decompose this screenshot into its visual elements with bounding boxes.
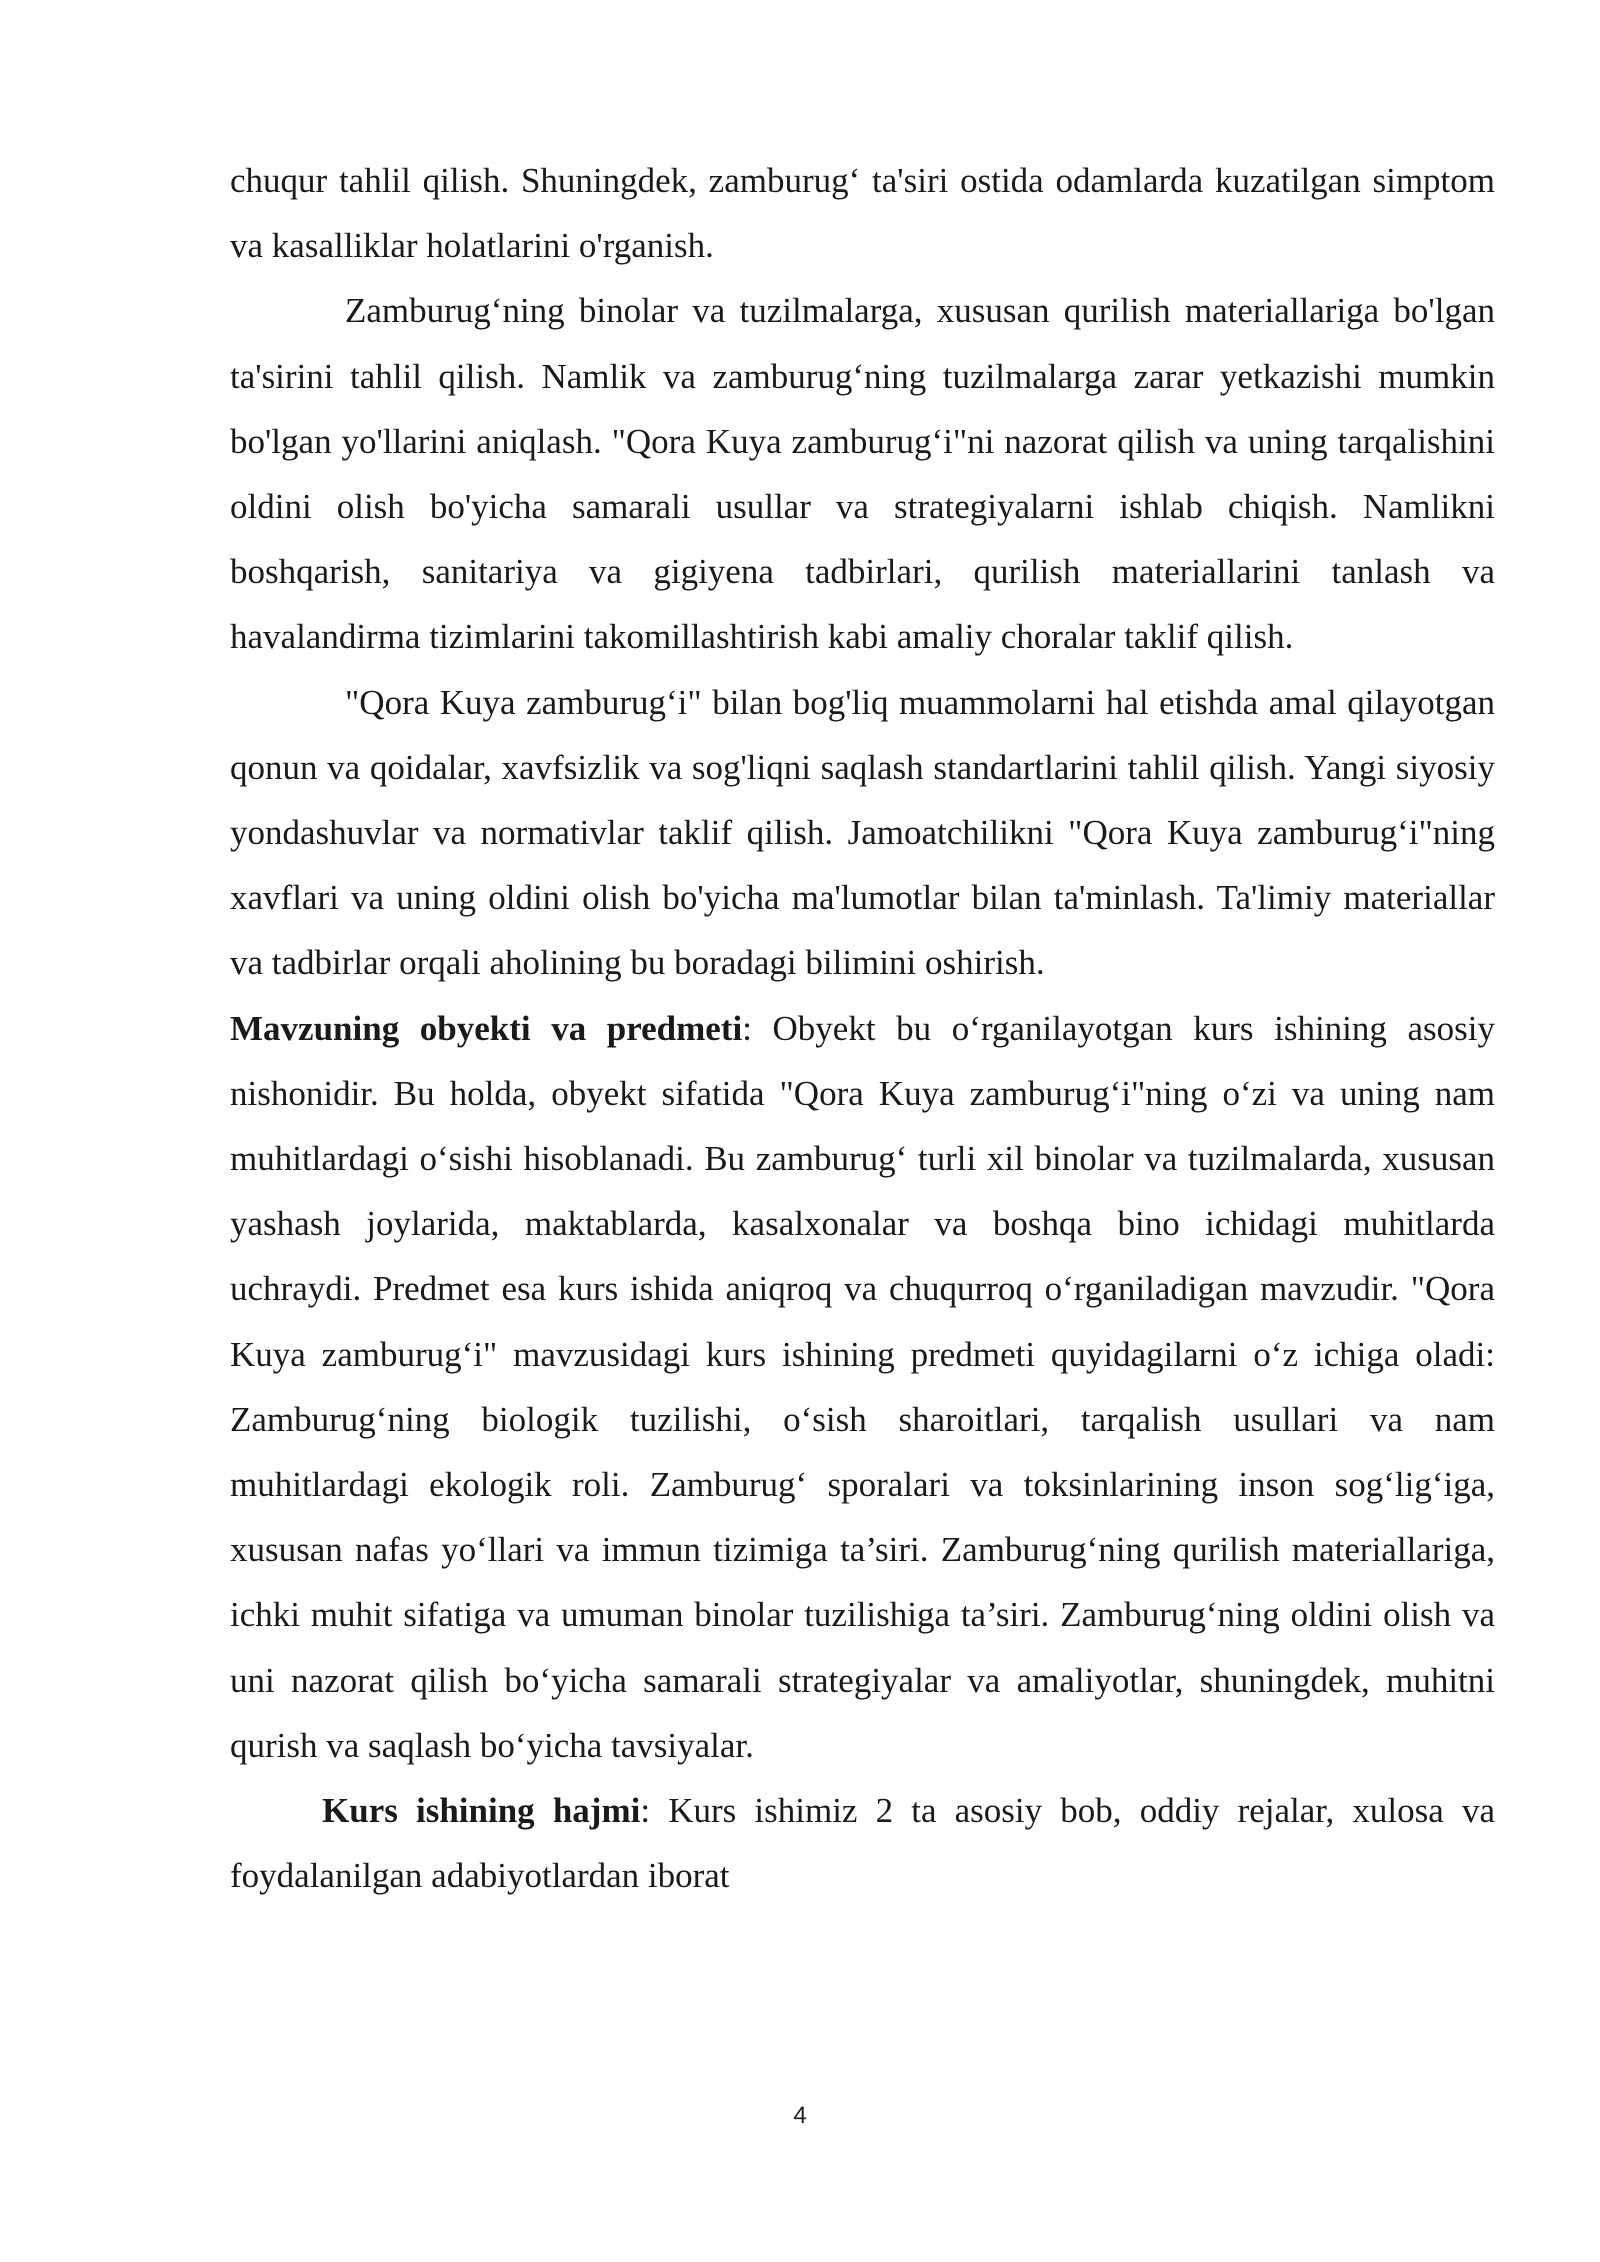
paragraph-object-subject <box>230 996 1495 1778</box>
object-subject-text: : Obyekt bu o‘rganilayotgan kurs ishining asosiy nishonidir. Bu holda, obyekt sifatida "Qora Kuya zamburug‘i"ning o‘zi va uning nam muhitlardagi o‘sishi hisoblanadi. Bu zamburug‘ turli xil binolar va tuzilmalarda, xususan yashash joylarida, maktablarda, kasalxonalar va boshqa bino ichidagi muhitlarda uchraydi. Predmet esa kurs ishida aniqroq va chuqurroq o‘rganiladigan mavzudir. "Qora Kuya zamburug‘i" mavzusidagi kurs ishining predmeti quyidagilarni o‘z ichiga oladi: Zamburug‘ning biologik tuzilishi, o‘sish sharoitlari, tarqalish usullari va nam muhitlardagi ekologik roli. Zamburug‘ sporalari va toksinlarining inson sog‘lig‘iga, xususan nafas yo‘llari va immun tizimiga ta’siri. Zamburug‘ning qurilish materiallariga, ichki muhit sifatiga va umuman binolar tuzilishiga ta’siri. Zamburug‘ning oldini olish va uni nazorat qilish bo‘yicha samarali strategiyalar va amaliyotlar, shuningdek, muhitni qurish va saqlash bo‘yicha tavsiyalar. <box>230 1008 1495 1765</box>
volume-text: : Kurs ishimiz 2 ta asosiy bob, oddiy rejalar, xulosa va foydalanilgan adabiyotlardan iborat <box>230 1791 1495 1896</box>
paragraph-regulations: "Qora Kuya zamburug‘i" bilan bog'liq muammolarni hal etishda amal qilayotgan qonun va qoidalar, xavfsizlik va sog'liqni saqlash standartlarini tahlil qilish. Yangi siyosiy yondashuvlar va normativlar taklif qilish. Jamoatchilikni "Qora Kuya zamburug‘i"ning xavflari va uning oldini olish bo'yicha ma'lumotlar bilan ta'minlash. Ta'limiy materiallar va tadbirlar orqali aholining bu boradagi bilimini oshirish. <box>230 682 1495 983</box>
paragraph-volume <box>230 1778 1495 1908</box>
volume-heading: Kurs ishining hajmi <box>322 1791 641 1831</box>
page-number: 4 <box>793 2102 807 2129</box>
object-subject-heading: Mavzuning obyekti va predmeti <box>230 1008 743 1048</box>
paragraph-continuation: chuqur tahlil qilish. Shuningdek, zamburug‘ ta'siri ostida odamlarda kuzatilgan simptom va kasalliklar holatlarini o'rganish. <box>230 161 1495 266</box>
paragraph-structures-impact: Zamburug‘ning binolar va tuzilmalarga, xususan qurilish materiallariga bo'lgan ta'sirini tahlil qilish. Namlik va zamburug‘ning tuzilmalarga zarar yetkazishi mumkin bo'lgan yo'llarini aniqlash. "Qora Kuya zamburug‘i"ni nazorat qilish va uning tarqalishini oldini olish bo'yicha samarali usullar va strategiyalarni ishlab chiqish. Namlikni boshqarish, sanitariya va gigiyena tadbirlari, qurilish materiallarini tanlash va havalandirma tizimlarini takomillashtirish kabi amaliy choralar taklif qilish. <box>230 291 1495 657</box>
page-body <box>230 148 1495 1908</box>
